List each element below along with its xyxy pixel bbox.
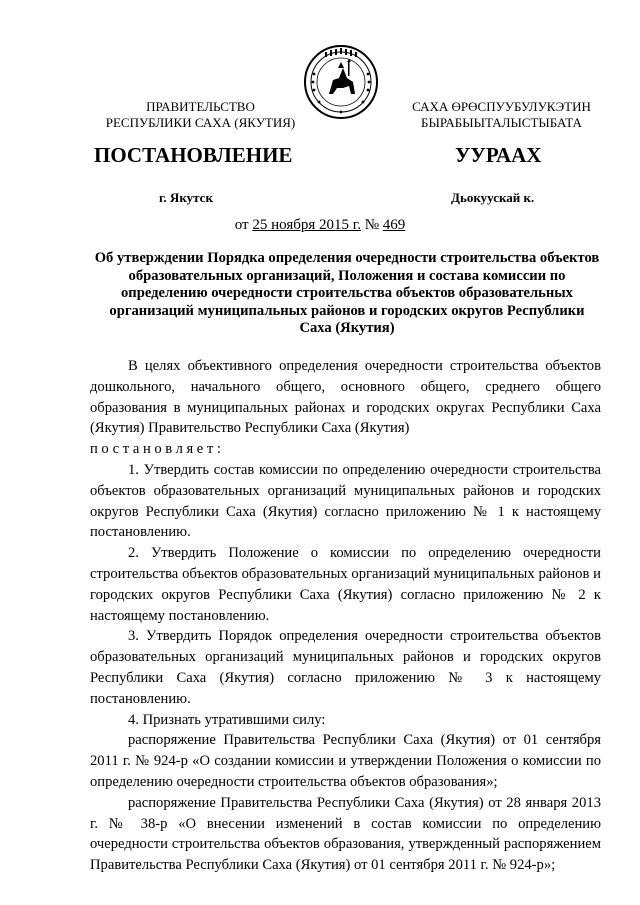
- doc-type-sah: УУРААХ: [455, 143, 542, 167]
- item-4: 4. Признать утратившими силу:: [128, 711, 326, 728]
- item-2: 2. Утвердить Положение о комиссии по определению очередности строительства объектов образовательных организаций муниципальных районов и городских округов Республики Саха (Якутия) согласно приложению № 2 к настоящему постановлению.: [90, 545, 601, 624]
- city-ru: г. Якутск: [159, 190, 213, 205]
- coat-of-arms-icon: [303, 44, 379, 120]
- item-1: 1. Утвердить состав комиссии по определению очередности строительства объектов образовательных организаций муниципальных районов и городских округов Республики Саха (Якутия) согласно приложению № 1 к настоящему постановлению.: [90, 461, 601, 541]
- issuer-ru-line1: ПРАВИТЕЛЬСТВО: [146, 99, 255, 114]
- item-4-a: распоряжение Правительства Республики Саха (Якутия) от 01 сентября 2011 г. № 924-р «О создании комиссии и утверждении Положения о комиссии по определению очередности строительства объектов образования»;: [90, 732, 601, 790]
- city-sah: Дьокуускай к.: [451, 190, 535, 205]
- item-4-b: распоряжение Правительства Республики Саха (Якутия) от 28 января 2013 г. № 38-р «О внесении изменений в состав комиссии по определению очередности строительства объектов образования, утвержденный распоряжением Правительства Республики Саха (Якутия) от 01 сентября 2011 г. № 924-р»;: [90, 794, 601, 874]
- issuer-sah-line1: САХА ӨРӨСПУУБУЛУКЭТИН: [412, 99, 591, 114]
- preamble: [90, 356, 601, 439]
- issuer-sah-line2: БЫРАБЫЫТАЛЫСТЫБАТА: [421, 115, 582, 130]
- date-prefix: от: [234, 217, 249, 233]
- item-3: 3. Утвердить Порядок определения очередности строительства объектов образовательных организаций муниципальных районов и городских округов Республики Саха (Якутия) согласно приложению № 3 к настоящему постановлению.: [90, 628, 601, 707]
- resolves-line: [90, 439, 601, 460]
- preamble-text: В целях объективного определения очередности строительства объектов дошкольного, начального общего, основного общего, среднего общего образования в муниципальных районах и городских округах Республики Саха (Якутия) Правительство Республики Саха (Якутия): [90, 358, 601, 437]
- number-prefix: №: [364, 217, 380, 233]
- number-value: 469: [382, 217, 406, 233]
- date-value: 25 ноября 2015 г.: [252, 217, 361, 233]
- doc-type-ru: ПОСТАНОВЛЕНИЕ: [94, 143, 293, 167]
- date-line: [0, 217, 640, 234]
- issuer-ru: [88, 99, 313, 131]
- issuer-sah: [394, 99, 609, 131]
- document-body: [90, 356, 601, 876]
- document-subject: Об утверждении Порядка определения очередности строительства объектов образовательных организаций, Положения и состава комиссии по определению очередности строительства объектов образовательных организаций муниципальных районов и городских округов Республики Саха (Якутия): [94, 250, 600, 337]
- resolves-word: постановляет:: [90, 441, 225, 458]
- issuer-ru-line2: РЕСПУБЛИКИ САХА (ЯКУТИЯ): [105, 115, 296, 130]
